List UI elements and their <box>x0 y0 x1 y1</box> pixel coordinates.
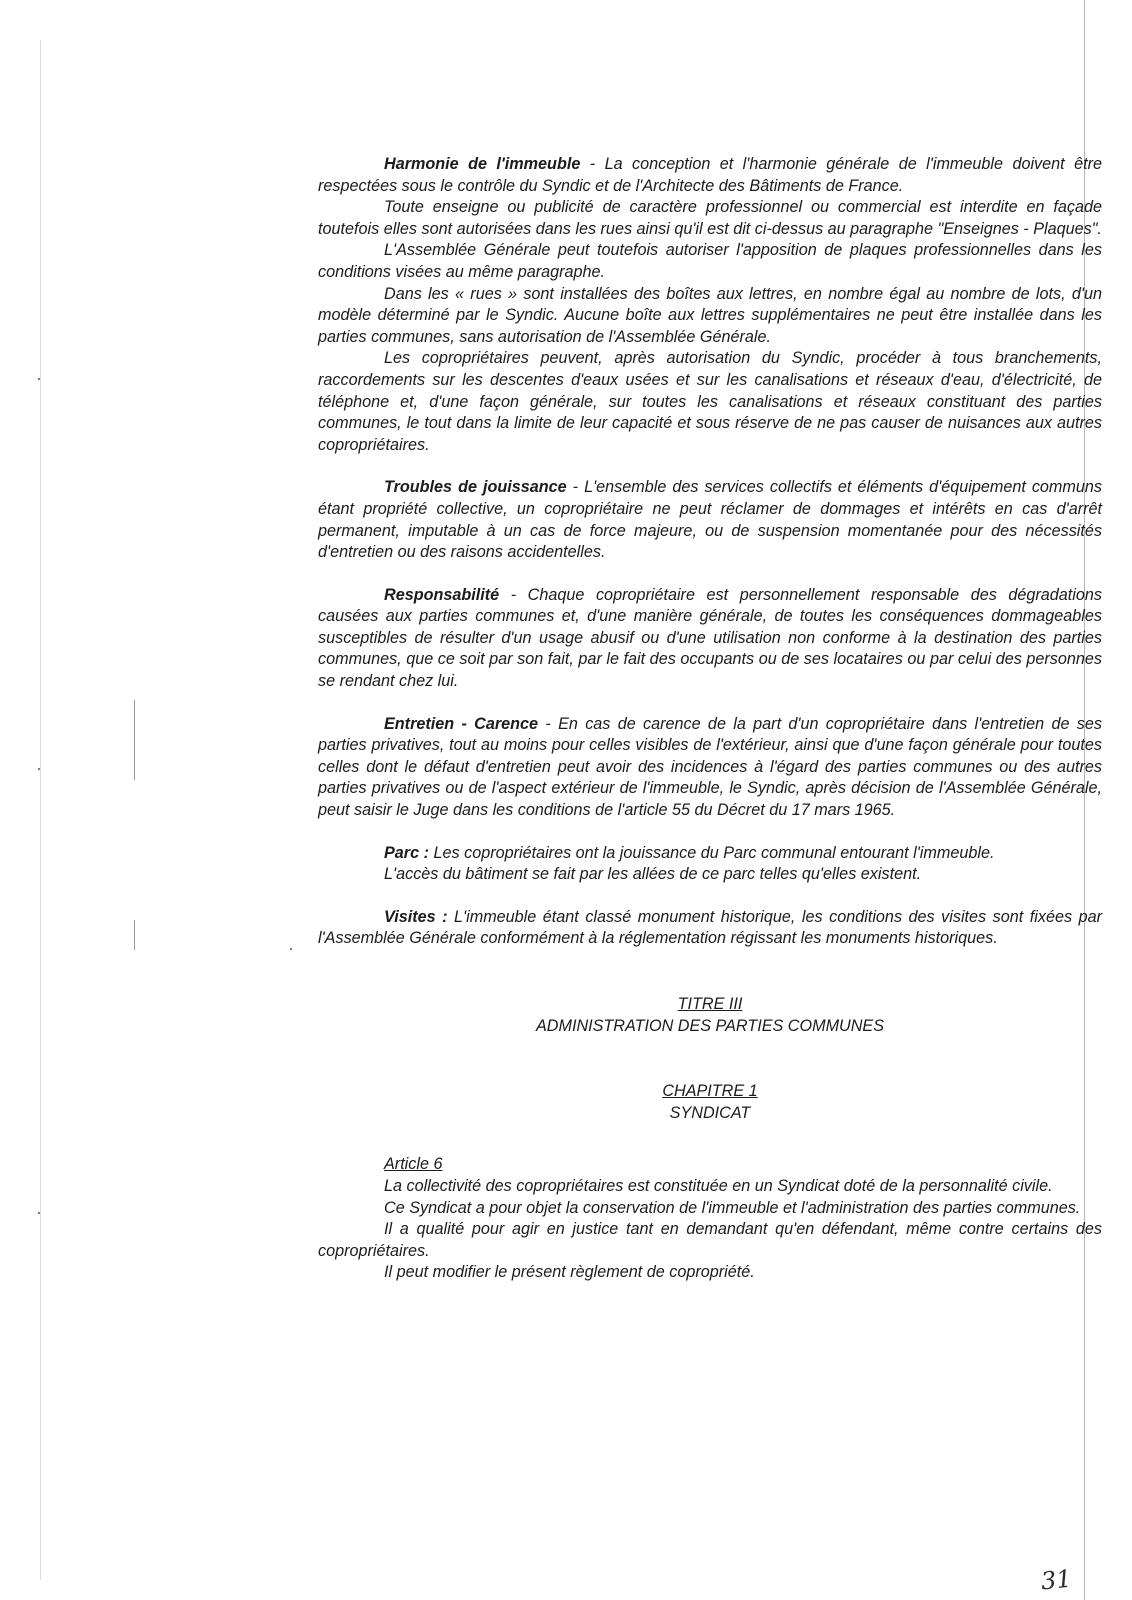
paragraph-visites: Visites : L'immeuble étant classé monument historique, les conditions des visites sont fixées par l'Assemblée Générale conformément à la réglementation régissant les monuments historiques. <box>318 907 1102 948</box>
page-number: 31 <box>1040 1564 1074 1596</box>
chapitre-label: CHAPITRE 1 <box>662 1082 758 1101</box>
scan-speck <box>38 768 40 770</box>
heading-entretien: Entretien - Carence <box>384 714 539 733</box>
titre-label: TITRE III <box>677 995 743 1013</box>
heading-parc: Parc : <box>384 843 429 862</box>
paragraph: L'Assemblée Générale peut toutefois autoriser l'apposition de plaques professionnelles dans les conditions visées au même paragraphe. <box>318 241 1102 281</box>
paragraph: Il a qualité pour agir en justice tant en demandant qu'en défendant, même contre certains des copropriétaires. <box>318 1220 1102 1260</box>
titre-subtitle: ADMINISTRATION DES PARTIES COMMUNES <box>535 1016 885 1035</box>
paragraph-entretien: Entretien - Carence - En cas de carence de la part d'un copropriétaire dans l'entretien de ses parties privatives, tout au moins pour celles visibles de l'extérieur, ainsi que d'une façon générale pour toutes celles dont le défaut d'entretien peut avoir des incidences à l'égard des parties communes ou des autres parties privatives ou de l'aspect extérieur de l'immeuble, le Syndic, après décision de l'Assemblée Générale, peut saisir le Juge dans les conditions de l'article 55 du Décret du 17 mars 1965. <box>318 714 1102 820</box>
heading-responsabilite: Responsabilité <box>384 585 500 604</box>
scan-speck <box>290 948 292 950</box>
heading-troubles: Troubles de jouissance <box>384 478 567 497</box>
paragraph: Ce Syndicat a pour objet la conservation de l'immeuble et l'administration des parties communes. <box>384 1198 1081 1217</box>
scan-speck <box>38 378 40 380</box>
paragraph-troubles: Troubles de jouissance - L'ensemble des services collectifs et éléments d'équipement communs étant propriété collective, un copropriétaire ne peut réclamer de dommages et intérêts en cas d'arrêt permanent, imputable à un cas de force majeure, ou de suspension momentanée pour des nécessités d'entretien ou des raisons accidentelles. <box>318 478 1102 562</box>
heading-visites: Visites : <box>384 907 448 926</box>
document-body <box>318 154 1102 1284</box>
paragraph: Les copropriétaires peuvent, après autorisation du Syndic, procéder à tous branchements, raccordements sur les descentes d'eaux usées et sur les canalisations et réseaux d'eau, d'électricité, de téléphone et, d'une façon générale, sur toutes les canalisations et réseaux constituant des parties communes, le tout dans la limite de leur capacité et sous réserve de ne pas causer de nuisances aux autres copropriétaires. <box>318 349 1102 454</box>
article-heading: Article 6 <box>384 1155 443 1174</box>
titre-block <box>318 994 1102 1037</box>
chapitre-subtitle: SYNDICAT <box>669 1103 751 1122</box>
paragraph: Il peut modifier le présent règlement de copropriété. <box>384 1263 755 1282</box>
paragraph-responsabilite: Responsabilité - Chaque copropriétaire est personnellement responsable des dégradations causées aux parties communes et, d'une manière générale, de toutes les conséquences dommageables susceptibles de résulter d'un usage abusif ou d'une utilisation non conforme à la destination des parties communes, que ce soit par son fait, par le fait des occupants ou de ses locataires ou par celui des personnes se rendant chez lui. <box>318 585 1102 691</box>
paragraph-harmonie: Harmonie de l'immeuble - La conception et l'harmonie générale de l'immeuble doivent être respectées sous le contrôle du Syndic et de l'Architecte des Bâtiments de France. <box>318 155 1102 195</box>
paragraph: Toute enseigne ou publicité de caractère professionnel ou commercial est interdite en façade toutefois elles sont autorisées dans les rues ainsi qu'il est dit ci-dessus au paragraphe "Enseignes - Plaques". <box>318 198 1102 238</box>
paragraph: L'accès du bâtiment se fait par les allées de ce parc telles qu'elles existent. <box>384 865 922 884</box>
scan-mark <box>134 700 135 780</box>
paragraph: La collectivité des copropriétaires est constituée en un Syndicat doté de la personnalité civile. <box>384 1176 1053 1195</box>
chapitre-block <box>318 1081 1102 1124</box>
paragraph: Dans les « rues » sont installées des boîtes aux lettres, en nombre égal au nombre de lots, d'un modèle déterminé par le Syndic. Aucune boîte aux lettres supplémentaires ne peut être installée dans les parties communes, sans autorisation de l'Assemblée Générale. <box>318 284 1102 346</box>
heading-harmonie: Harmonie de l'immeuble <box>384 155 581 173</box>
paragraph-parc: Parc : Les copropriétaires ont la jouissance du Parc communal entourant l'immeuble. <box>384 843 995 862</box>
scan-speck <box>38 1212 40 1214</box>
scan-margin-line <box>40 40 41 1580</box>
scan-mark <box>134 920 135 950</box>
